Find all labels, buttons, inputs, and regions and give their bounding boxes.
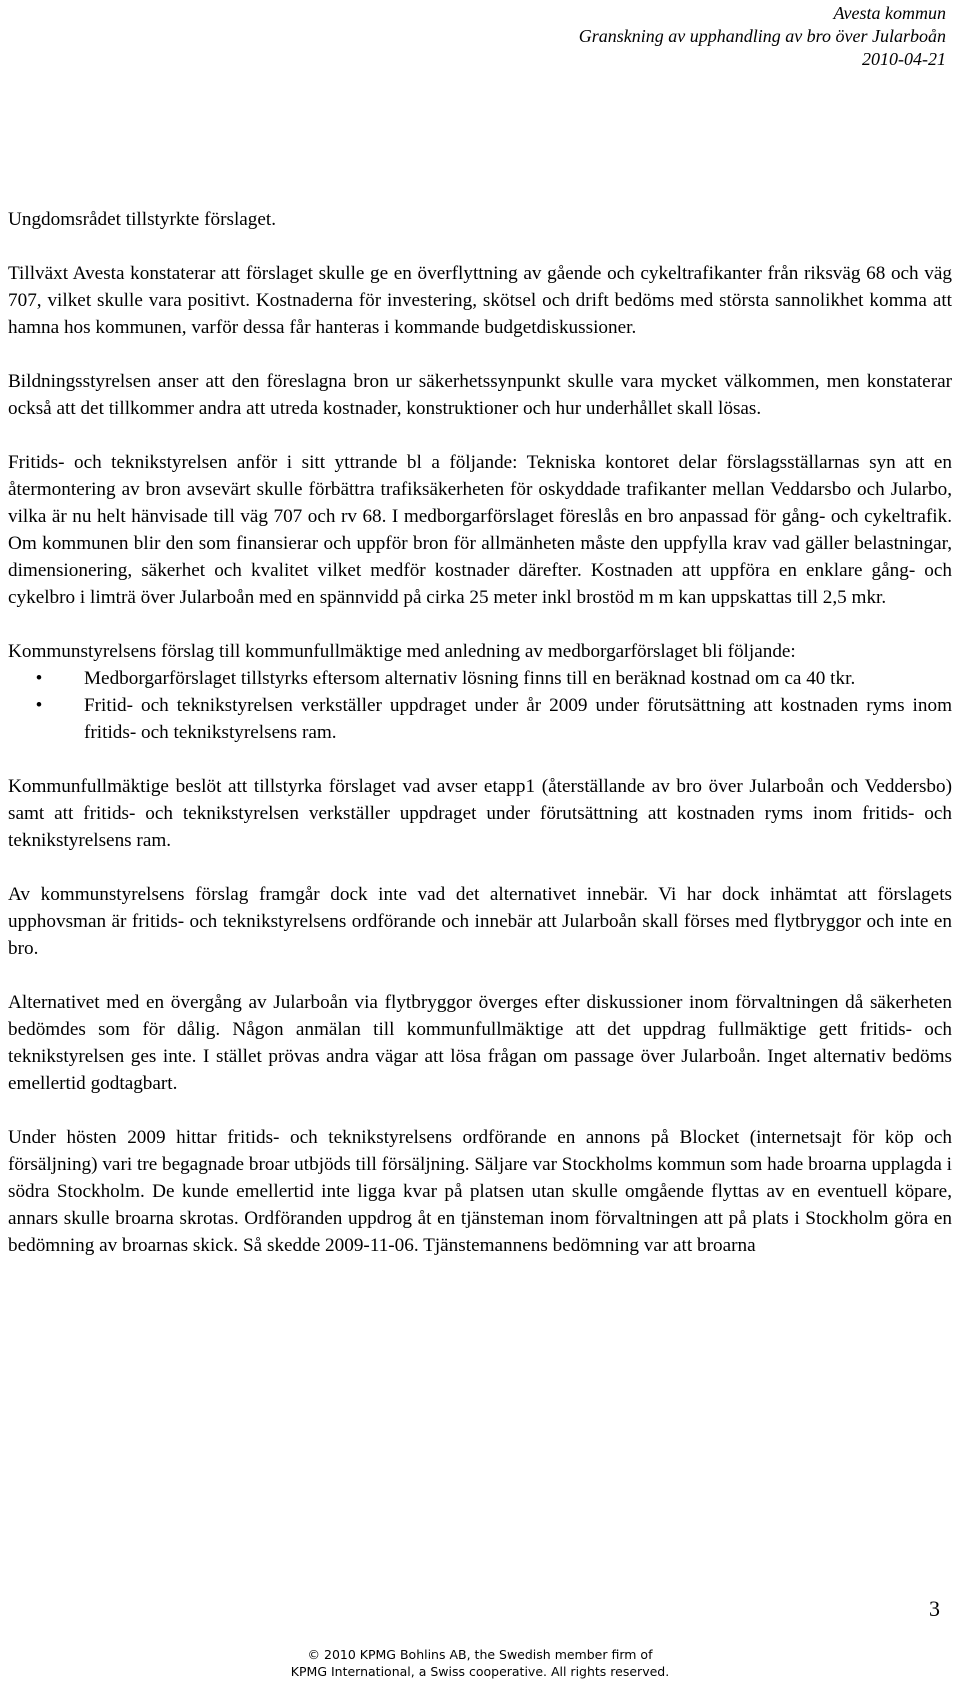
footer-copyright-line: © 2010 KPMG Bohlins AB, the Swedish member firm of <box>307 1647 653 1662</box>
paragraph-alternativet-framgar-inte: Av kommunstyrelsens förslag framgår dock inte vad det alternativet innebär. Vi har dock inhämtat att förslagets upphovsman är fritids- och teknikstyrelsens ordförande och innebär att Jularboån skall förses med flytbryggor och inte en bro. <box>8 884 952 959</box>
header-date: 2010-04-21 <box>862 49 946 69</box>
header-report-title: Granskning av upphandling av bro över Jularboån <box>578 26 946 46</box>
bullet-item <box>8 665 952 692</box>
paragraph-tillvaxt-avesta: Tillväxt Avesta konstaterar att förslaget skulle ge en överflyttning av gående och cykeltrafikanter från riksväg 68 och väg 707, vilket skulle vara positivt. Kostnaderna för investering, skötsel och drift bedöms med största sannolikhet komma att hamna hos kommunen, varför dessa får hanteras i kommande budgetdiskussioner. <box>8 263 952 338</box>
bullet-text: Medborgarförslaget tillstyrks eftersom alternativ lösning finns till en beräknad kostnad om ca 40 tkr. <box>84 668 856 689</box>
paragraph-fritids-teknikstyrelsen: Fritids- och teknikstyrelsen anför i sitt yttrande bl a följande: Tekniska kontoret delar förslagsställarnas syn att en återmontering av bron avsevärt skulle förbättra trafiksäkerheten för oskyddade trafikanter mellan Veddarsbo och Jularbo, vilka är nu helt hänvisade till väg 707 och rv 68. I medborgarförslaget föreslås en bro anpassad för gång- och cykeltrafik. Om kommunen blir den som finansierar och uppför bron för allmänheten måste den uppfylla krav vad gäller belastningar, dimensionering, säkerhet och kvalitet vilket medför kostnader därefter. Kostnaden att uppföra en enklare gång- och cykelbro i limträ över Jularboån med en spännvidd på cirka 25 meter inkl brostöd m m kan uppskattas till 2,5 mkr. <box>8 452 952 608</box>
paragraph-flytbryggor: Alternativet med en övergång av Jularboån via flytbryggor överges efter diskussioner inom förvaltningen då säkerheten bedömdes som för dålig. Någon anmälan till kommunfullmäktige att det uppdrag fullmäktige gett fritids- och teknikstyrelsen ges inte. I stället prövas andra vägar att lösa frågan om passage över Jularboån. Inget alternativ bedöms emellertid godtagbart. <box>8 992 952 1094</box>
footer-rights-line: KPMG International, a Swiss cooperative. All rights reserved. <box>290 1664 670 1679</box>
page-footer <box>0 1646 960 1680</box>
paragraph-ungdomsradet: Ungdomsrådet tillstyrkte förslaget. <box>8 209 277 230</box>
page-header <box>579 2 946 71</box>
bullet-icon: • <box>35 668 43 689</box>
bullet-icon: • <box>35 695 43 716</box>
paragraph-kommunfullmaktige-beslut: Kommunfullmäktige beslöt att tillstyrka förslaget vad avser etapp1 (återställande av bro över Jularboån och Veddersbo) samt att fritids- och teknikstyrelsen verkställer uppdraget under förutsättning att kostnaden ryms inom fritids- och teknikstyrelsens ram. <box>8 776 952 851</box>
paragraph-kommunstyrelsens-forslag: Kommunstyrelsens förslag till kommunfullmäktige med anledning av medborgarförslaget bli följande: <box>8 641 796 662</box>
proposal-bullet-list <box>8 665 952 746</box>
bullet-text: Fritid- och teknikstyrelsen verkställer uppdraget under år 2009 under förutsättning att kostnaden ryms inom fritids- och teknikstyrelsens ram. <box>84 695 952 743</box>
bullet-item <box>8 692 952 746</box>
document-body <box>8 206 952 1286</box>
paragraph-bildningsstyrelsen: Bildningsstyrelsen anser att den föreslagna bron ur säkerhetssynpunkt skulle vara mycket välkommen, men konstaterar också att det tillkommer andra att utreda kostnader, konstruktioner och hur underhållet skall lösas. <box>8 371 952 419</box>
header-organization: Avesta kommun <box>833 3 946 23</box>
page-number: 3 <box>929 1596 940 1621</box>
paragraph-blocket-annons: Under hösten 2009 hittar fritids- och teknikstyrelsens ordförande en annons på Blocket (internetsajt för köp och försäljning) vari tre begagnade broar utbjöds till försäljning. Säljare var Stockholms kommun som hade broarna upplagda i södra Stockholm. De kunde emellertid inte ligga kvar på platsen utan skulle omgående flyttas av en eventuell köpare, annars skulle broarna skrotas. Ordföranden uppdrog åt en tjänsteman inom förvaltningen att på plats i Stockholm göra en bedömning av broarnas skick. Så skedde 2009-11-06. Tjänstemannens bedömning var att broarna <box>8 1127 952 1256</box>
